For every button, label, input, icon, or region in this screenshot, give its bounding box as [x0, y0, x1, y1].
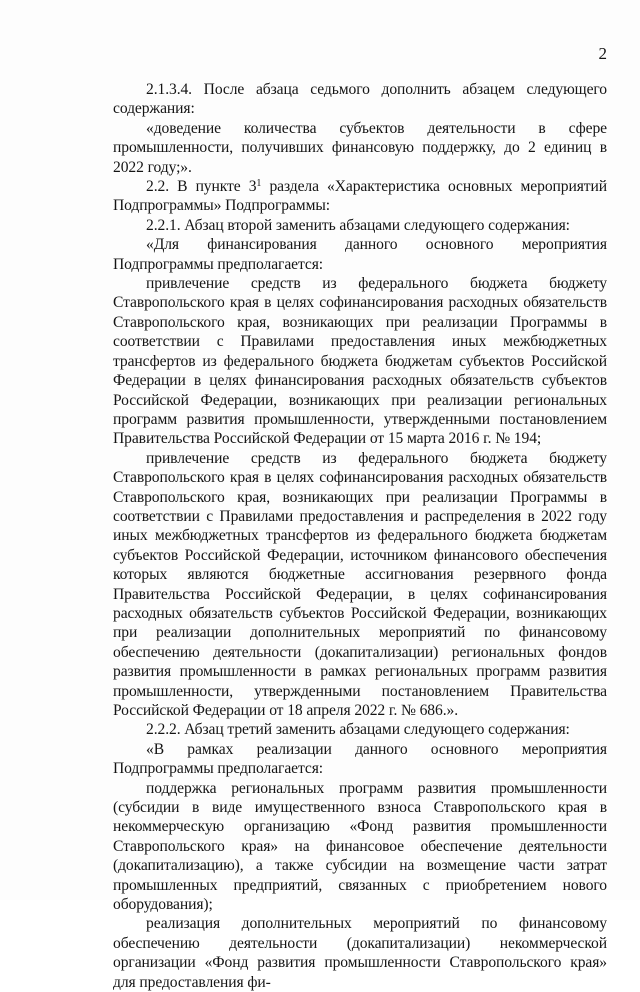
paragraph: привлечение средств из федерального бюджета бюджету Ставропольского края в целях софинансирования расходных обязательств Ставропольского края, возникающих при реализации Программы в соответствии с Правилами предоставления и распределения в 2022 году иных межбюджетных трансфертов из федерального бюджета бюджетам субъектов Российской Федерации, источником финансового обеспечения которых являются бюджетные ассигнования резервного фонда Правительства Российской Федерации, в целях софинансирования расходных обязательств субъектов Российской Федерации, возникающих при реализации дополнительных мероприятий по финансовому обеспечению деятельности (докапитализации) региональных фондов развития промышленности в рамках региональных программ развития промышленности, утвержденными постановлением Правительства Российской Федерации от 18 апреля 2022 г. № 686.». [113, 449, 607, 719]
document-body [113, 80, 607, 992]
paragraph: привлечение средств из федерального бюджета бюджету Ставропольского края в целях софинансирования расходных обязательств Ставропольского края, возникающих при реализации Программы в соответствии с Правилами предоставления иных межбюджетных трансфертов из федерального бюджета бюджетам субъектов Российской Федерации в целях финансирования расходных обязательств субъектов Российской Федерации, возникающих при реализации региональных программ развития промышленности, утвержденными постановлением Правительства Российской Федерации от 15 марта 2016 г. № 194; [113, 275, 607, 448]
paragraph: «В рамках реализации данного основного мероприятия Подпрограммы предполагается: [113, 740, 607, 778]
superscript: 1 [256, 178, 262, 190]
paragraph-text: раздела «Характеристика основных мероприятий Подпрограммы» Подпрограммы: [113, 178, 607, 215]
paragraph: 2.2.1. Абзац второй заменить абзацами следующего содержания: [146, 216, 570, 234]
paragraph-text: 2.2. В пункте 3 [146, 178, 257, 196]
paragraph: 2.1.3.4. После абзаца седьмого дополнить абзацем следующего содержания: [113, 81, 607, 118]
paragraph [113, 177, 607, 216]
paragraph: поддержка региональных программ развития промышленности (субсидии в виде имущественного взноса Ставропольского края в некоммерческую организацию «Фонд развития промышленности Ставропольского края» на финансовое обеспечение деятельности (докапитализацию), а также субсидии на возмещение части затрат промышленных предприятий, связанных с приобретением нового оборудования); [113, 779, 607, 914]
page-number: 2 [598, 44, 607, 63]
paragraph: «доведение количества субъектов деятельности в сфере промышленности, получивших финансовую поддержку, до 2 единиц в 2022 году;». [113, 119, 607, 176]
paragraph: реализация дополнительных мероприятий по финансовому обеспечению деятельности (докапитализации) некоммерческой организации «Фонд развития промышленности Ставропольского края» для предоставления фи- [113, 915, 607, 991]
paragraph: «Для финансирования данного основного мероприятия Подпрограммы предполагается: [113, 236, 607, 273]
paragraph: 2.2.2. Абзац третий заменить абзацами следующего содержания: [146, 721, 570, 739]
